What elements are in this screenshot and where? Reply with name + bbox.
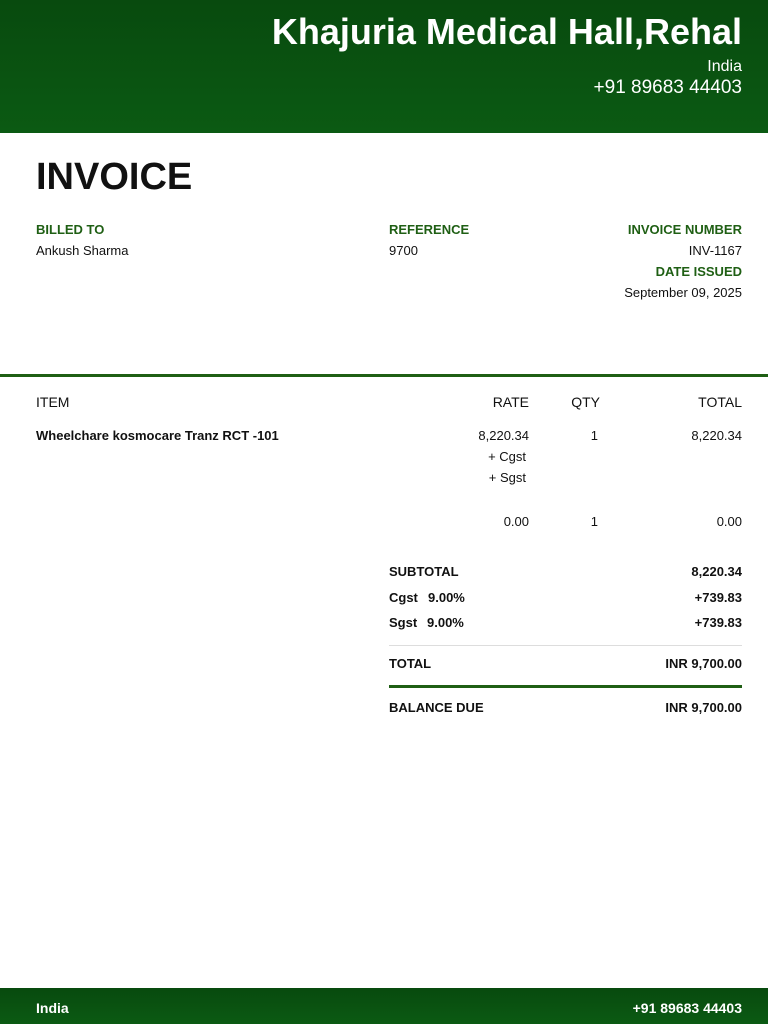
sgst-rate: 9.00%	[427, 615, 464, 630]
sgst-label: Sgst	[389, 615, 418, 630]
business-name: Khajuria Medical Hall,Rehal	[271, 11, 742, 52]
row-rate-note-cgst: + Cgst	[488, 449, 526, 464]
column-header-qty: QTY	[571, 394, 600, 410]
total-label: TOTAL	[389, 656, 432, 671]
invoice-number-label: INVOICE NUMBER	[627, 222, 742, 237]
header-phone: +91 89683 44403	[593, 77, 742, 98]
balance-divider	[389, 685, 742, 688]
invoice-header	[0, 0, 768, 133]
row-qty: 1	[590, 514, 598, 529]
row-rate: 0.00	[503, 514, 529, 529]
row-qty: 1	[590, 428, 598, 443]
row-total: 8,220.34	[691, 428, 742, 443]
cgst-amount: +739.83	[694, 590, 742, 605]
column-header-item: ITEM	[36, 394, 70, 410]
row-total: 0.00	[716, 514, 742, 529]
header-country: India	[707, 58, 742, 75]
footer-phone: +91 89683 44403	[632, 1000, 742, 1016]
subtotal-value: 8,220.34	[691, 564, 742, 579]
total-value: INR 9,700.00	[665, 656, 742, 671]
date-issued-label: DATE ISSUED	[655, 264, 742, 279]
invoice-number-value: INV-1167	[688, 243, 742, 258]
billed-to-value: Ankush Sharma	[36, 243, 129, 258]
column-header-total: TOTAL	[698, 394, 742, 410]
date-issued-value: September 09, 2025	[624, 285, 742, 300]
cgst-rate: 9.00%	[428, 590, 465, 605]
balance-due-value: INR 9,700.00	[665, 700, 742, 715]
reference-label: REFERENCE	[389, 222, 470, 237]
reference-value: 9700	[389, 243, 418, 258]
column-header-rate: RATE	[492, 394, 529, 410]
row-rate-note-sgst: + Sgst	[488, 470, 526, 485]
page-title: INVOICE	[36, 156, 193, 198]
row-item-name: Wheelchare kosmocare Tranz RCT -101	[36, 428, 279, 443]
cgst-label: Cgst	[389, 590, 418, 605]
billed-to-label: BILLED TO	[36, 222, 105, 237]
section-divider	[0, 374, 768, 377]
sgst-amount: +739.83	[694, 615, 742, 630]
summary-divider	[389, 645, 742, 646]
balance-due-label: BALANCE DUE	[389, 700, 484, 715]
subtotal-label: SUBTOTAL	[389, 564, 459, 579]
footer-country: India	[36, 1000, 69, 1016]
row-rate: 8,220.34	[478, 428, 529, 443]
